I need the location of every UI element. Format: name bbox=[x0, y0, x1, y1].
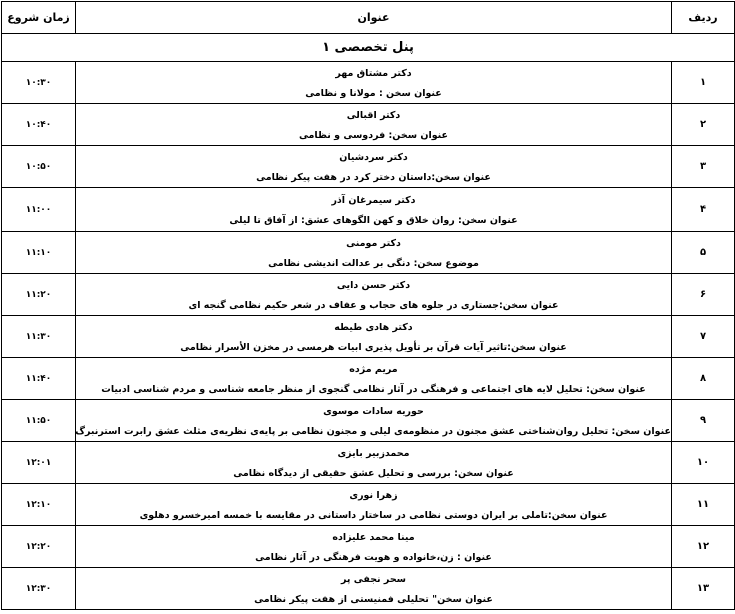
table-row bbox=[2, 232, 735, 274]
table-row bbox=[2, 188, 735, 232]
talk-title: عنوان سخن : مولانا و نظامی bbox=[305, 88, 442, 99]
talk-title: عنوان سخن:تاثیر آیات قرآن بر تأویل پذیری ابیات هرمسی در مخزن الأسرار نظامی bbox=[180, 342, 567, 353]
speaker-name: دکتر مومنی bbox=[346, 238, 401, 249]
row-content bbox=[76, 316, 672, 358]
talk-title: عنوان سخن: فردوسی و نظامی bbox=[298, 130, 449, 141]
row-content bbox=[76, 568, 672, 610]
header-row bbox=[2, 2, 735, 34]
talk-title: عنوان سخن:تاملی بر ایران دوستی نظامی در ساختار داستانی در مقایسه با خمسه امیرخسرو دهلوی bbox=[139, 510, 608, 521]
row-content bbox=[76, 104, 672, 146]
start-time: ۱۲:۳۰ bbox=[2, 568, 76, 610]
row-number: ۸ bbox=[672, 358, 735, 400]
table-row bbox=[2, 274, 735, 316]
talk-title: عنوان سخن" تحلیلی فمنیستی از هفت پیکر نظامی bbox=[254, 594, 493, 605]
table-row bbox=[2, 484, 735, 526]
row-content bbox=[76, 400, 672, 442]
talk-title: عنوان سخن: تحلیل لایه های اجتماعی و فرهنگی در آثار نظامی گنجوی از منظر جامعه شناسی و مردم شناسی ادبیات bbox=[101, 384, 646, 395]
talk-title: عنوان سخن: روان خلاق و کهن الگوهای عشق: از آفاق تا لیلی bbox=[229, 215, 518, 226]
start-time: ۱۱:۳۰ bbox=[2, 316, 76, 358]
table-row bbox=[2, 316, 735, 358]
row-content bbox=[76, 442, 672, 484]
start-time: ۱۰:۴۰ bbox=[2, 104, 76, 146]
table-row bbox=[2, 568, 735, 610]
speaker-name: مینا محمد علیزاده bbox=[332, 532, 415, 543]
row-number: ۱ bbox=[672, 62, 735, 104]
header-index: ردیف bbox=[672, 2, 735, 34]
speaker-name: سحر نجفی پر bbox=[340, 574, 407, 585]
speaker-name: دکتر اقبالی bbox=[346, 110, 401, 121]
start-time: ۱۰:۳۰ bbox=[2, 62, 76, 104]
row-content bbox=[76, 146, 672, 188]
row-content bbox=[76, 526, 672, 568]
table-row bbox=[2, 526, 735, 568]
row-content bbox=[76, 484, 672, 526]
speaker-name: مریم مژده bbox=[349, 364, 398, 375]
speaker-name: دکتر مشتاق مهر bbox=[335, 68, 412, 79]
talk-title: موضوع سخن: دنگی بر عدالت اندیشی نظامی bbox=[268, 258, 479, 269]
row-content bbox=[76, 274, 672, 316]
row-number: ۲ bbox=[672, 104, 735, 146]
start-time: ۱۱:۰۰ bbox=[2, 188, 76, 232]
row-number: ۱۲ bbox=[672, 526, 735, 568]
speaker-name: دکتر سیمرغان آذر bbox=[331, 195, 416, 206]
start-time: ۱۲:۱۰ bbox=[2, 484, 76, 526]
row-number: ۷ bbox=[672, 316, 735, 358]
row-number: ۴ bbox=[672, 188, 735, 232]
table-row bbox=[2, 358, 735, 400]
talk-title: عنوان سخن:داستان دختر کرد در هفت پیکر نظامی bbox=[256, 172, 491, 183]
speaker-name: حوریه سادات موسوی bbox=[323, 406, 424, 417]
talk-title: عنوان سخن: تحلیل روان‌شناختی عشق مجنون در منظومه‌ی لیلی و مجنون نظامی بر پایه‌ی نظریه‌ی مثلث عشق رابرت استرنبرگ bbox=[75, 426, 671, 437]
table-row bbox=[2, 104, 735, 146]
start-time: ۱۱:۵۰ bbox=[2, 400, 76, 442]
table-row bbox=[2, 400, 735, 442]
speaker-name: محمدزبیر بایزی bbox=[337, 448, 410, 459]
speaker-name: دکتر سردشیان bbox=[339, 152, 408, 163]
header-title: عنوان bbox=[76, 2, 672, 34]
header-time: زمان شروع bbox=[2, 2, 76, 34]
start-time: ۱۲:۰۱ bbox=[2, 442, 76, 484]
row-content bbox=[76, 188, 672, 232]
talk-title: عنوان : زن،خانواده و هویت فرهنگی در آثار نظامی bbox=[255, 552, 492, 563]
start-time: ۱۲:۲۰ bbox=[2, 526, 76, 568]
start-time: ۱۱:۴۰ bbox=[2, 358, 76, 400]
speaker-name: دکتر حسن دایی bbox=[336, 280, 411, 291]
row-number: ۹ bbox=[672, 400, 735, 442]
table-row bbox=[2, 62, 735, 104]
row-number: ۱۰ bbox=[672, 442, 735, 484]
row-number: ۶ bbox=[672, 274, 735, 316]
row-content bbox=[76, 62, 672, 104]
panel-title-row bbox=[2, 34, 735, 62]
table-row bbox=[2, 146, 735, 188]
schedule-table bbox=[1, 1, 735, 610]
speaker-name: دکتر هادی طیطه bbox=[334, 322, 413, 333]
talk-title: عنوان سخن: بررسی و تحلیل عشق حقیقی از دیدگاه نظامی bbox=[233, 468, 514, 479]
row-content bbox=[76, 232, 672, 274]
panel-title: پنل تخصصی ۱ bbox=[2, 34, 735, 62]
row-content bbox=[76, 358, 672, 400]
row-number: ۵ bbox=[672, 232, 735, 274]
row-number: ۱۱ bbox=[672, 484, 735, 526]
row-number: ۳ bbox=[672, 146, 735, 188]
start-time: ۱۱:۱۰ bbox=[2, 232, 76, 274]
start-time: ۱۱:۲۰ bbox=[2, 274, 76, 316]
talk-title: عنوان سخن:جستاری در جلوه های حجاب و عفاف در شعر حکیم نظامی گنجه ای bbox=[188, 300, 559, 311]
schedule-sheet bbox=[1, 1, 734, 610]
speaker-name: زهرا نوری bbox=[349, 490, 398, 501]
table-row bbox=[2, 442, 735, 484]
row-number: ۱۳ bbox=[672, 568, 735, 610]
start-time: ۱۰:۵۰ bbox=[2, 146, 76, 188]
